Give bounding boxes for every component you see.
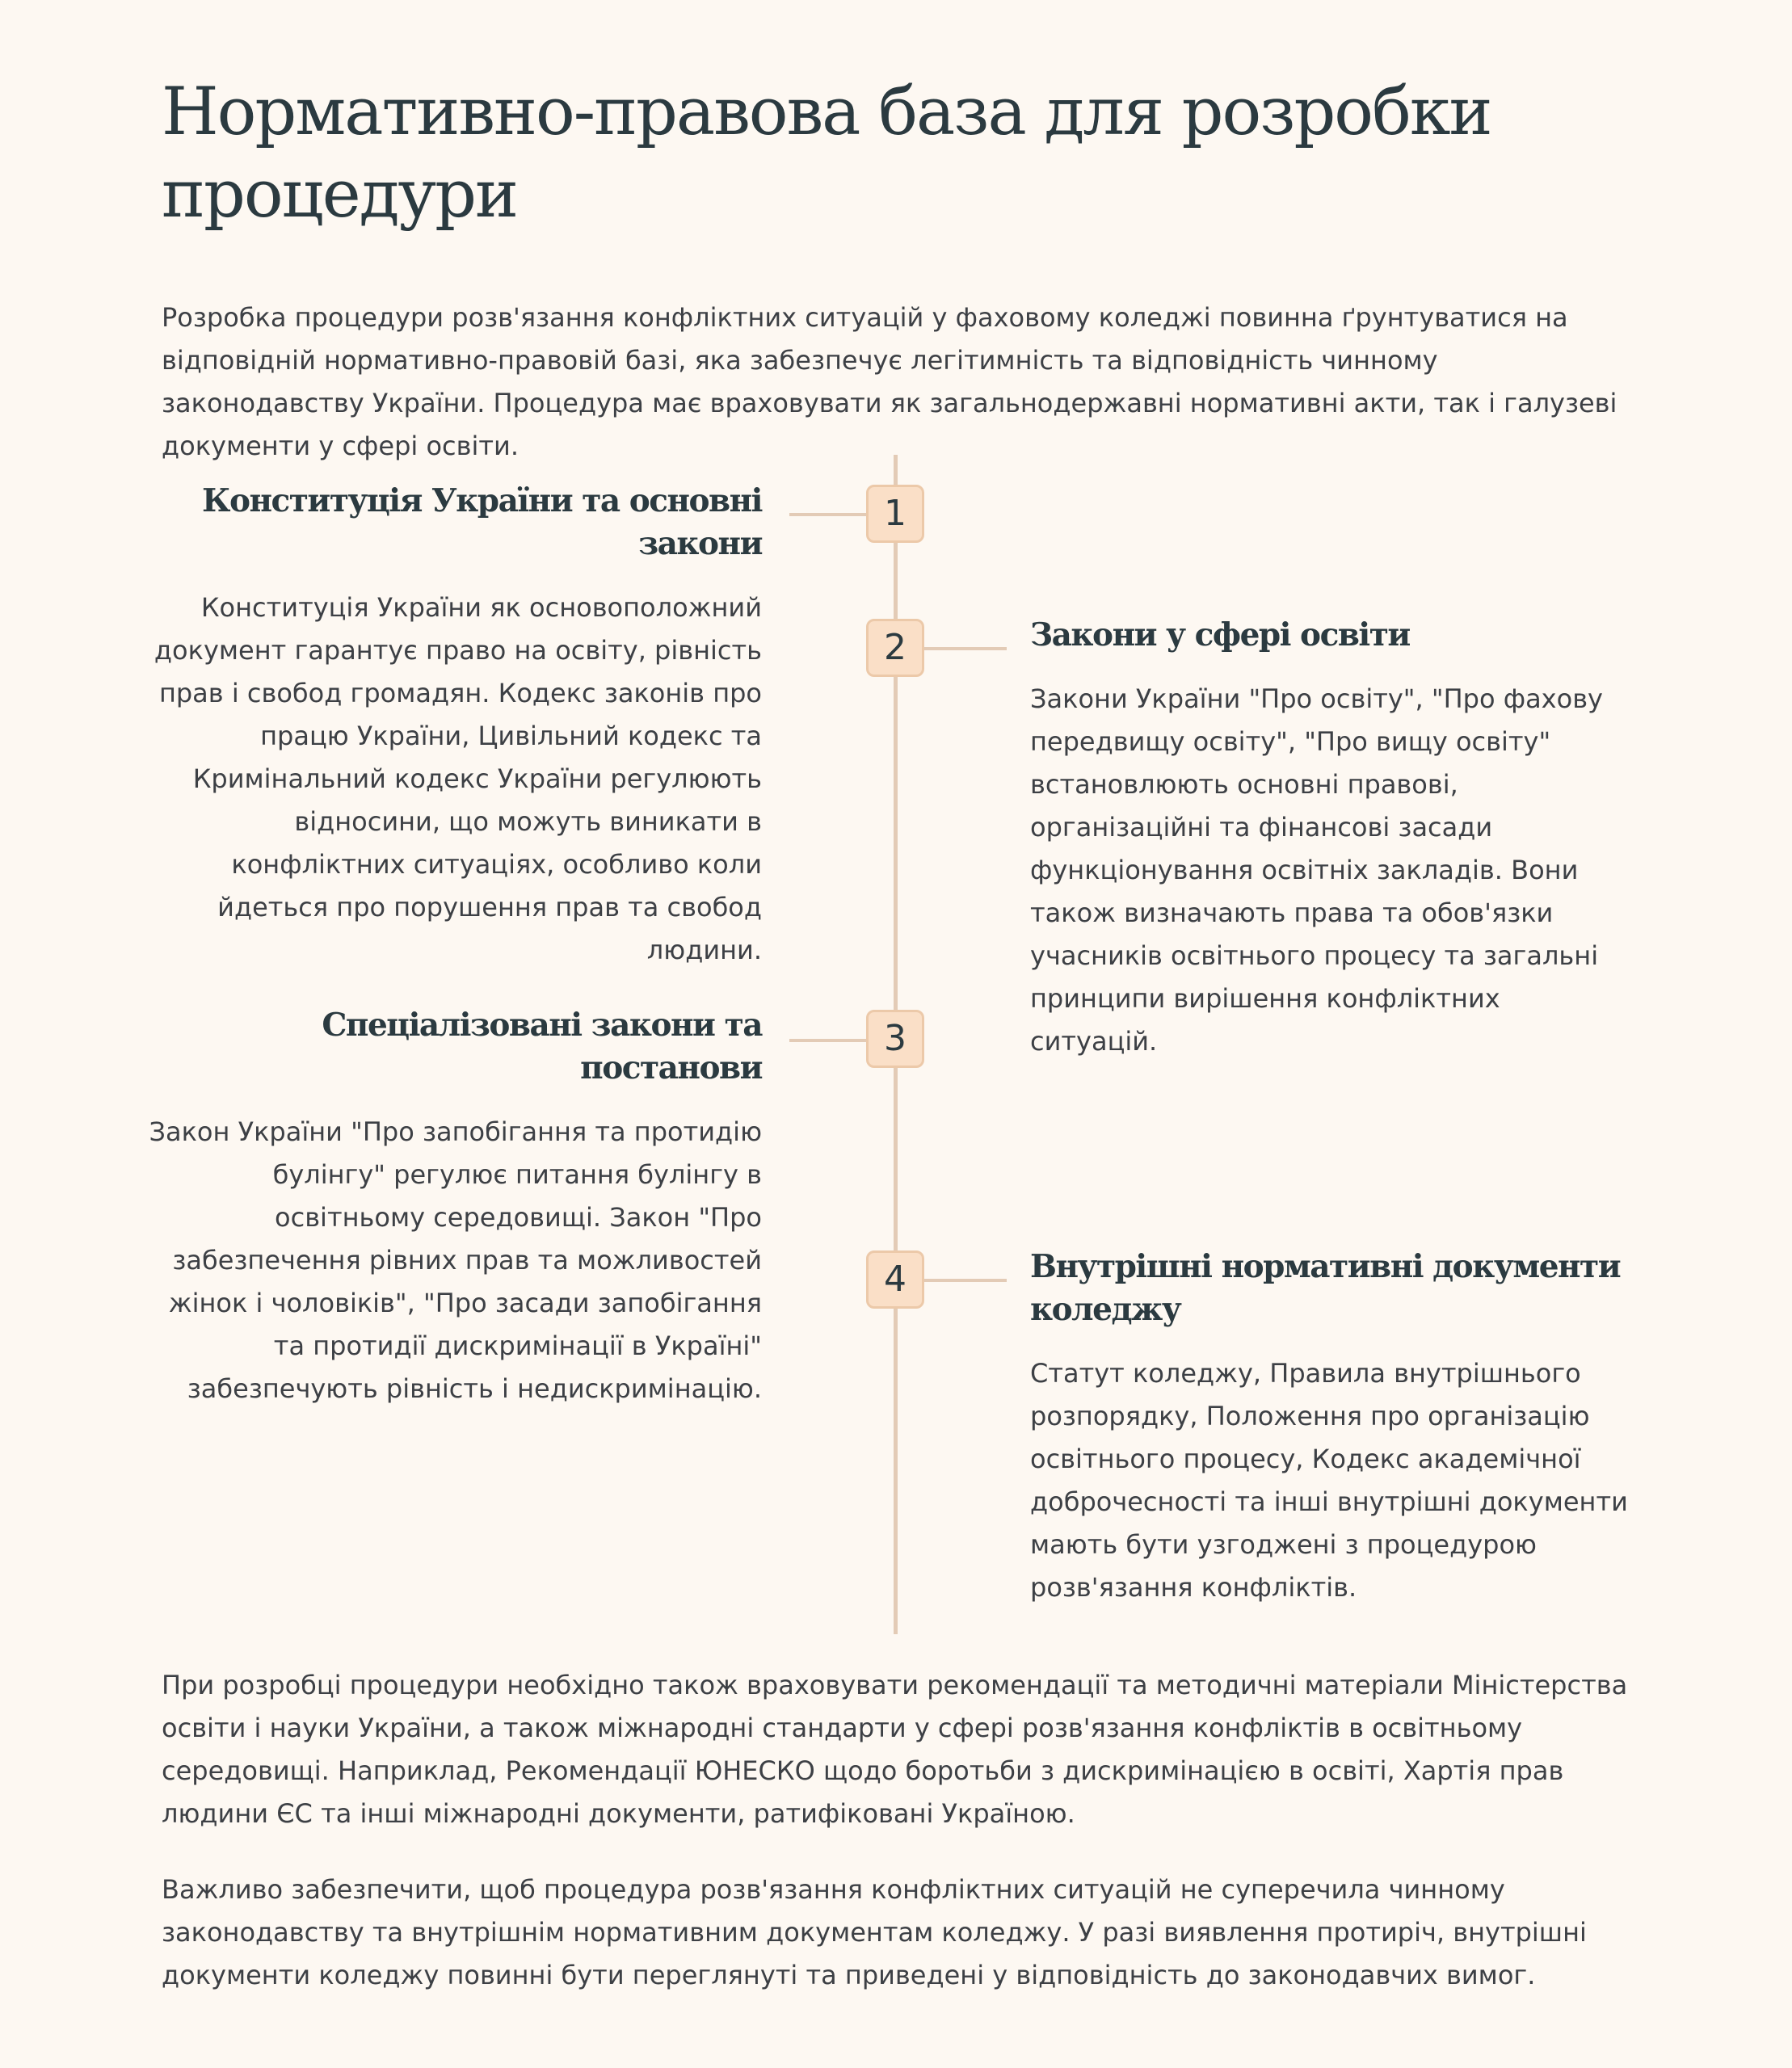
timeline-item-title: Конституція України та основні закони — [201, 482, 762, 562]
timeline-badge-4: 4 — [866, 1250, 924, 1309]
timeline-connector-4 — [923, 1279, 1007, 1282]
timeline-item-3 — [148, 1004, 762, 1410]
conclusion-paragraph-1: При розробці процедури необхідно також враховувати рекомендації та методичні матеріали Міністерства освіти і науки України, а також міжнародні стандарти у сфері розв'язання конфліктів в освітньому середовищі. Наприклад, Рекомендації ЮНЕСКО щодо боротьби з дискримінацією в освіті, Хартія прав людини ЄС та інші міжнародні документи, ратифіковані Україною. — [162, 1670, 1628, 1829]
timeline-item-text: Закон України "Про запобігання та протидію булінгу" регулює питання булінгу в освітньому середовищі. Закон "Про забезпечення рівних прав та можливостей жінок і чоловіків", "Про засади запобігання та протидії дискримінації в Україні" забезпечують рівність і недискримінацію. — [149, 1116, 762, 1404]
intro-paragraph: Розробка процедури розв'язання конфліктних ситуацій у фаховому коледжі повинна ґрунтуватися на відповідній нормативно-правовій базі, яка забезпечує легітимність та відповідність чинному законодавству України. Процедура має враховувати як загальнодержавні нормативні акти, так і галузеві документи у сфері освіти. — [162, 302, 1617, 461]
timeline-badge-2: 2 — [866, 619, 924, 677]
timeline-connector-2 — [923, 647, 1007, 650]
timeline-item-title: Внутрішні нормативні документи коледжу — [1030, 1248, 1621, 1328]
timeline-badge-1: 1 — [866, 485, 924, 543]
timeline-connector-3 — [789, 1039, 868, 1042]
timeline-item-text: Закони України "Про освіту", "Про фахову передвищу освіту", "Про вищу освіту" встановлюють основні правові, організаційні та фінансові засади функціонування освітніх закладів. Вони також визначають права та обов'язки учасників освітнього процесу та загальні принципи вирішення конфліктних ситуацій. — [1030, 683, 1603, 1057]
timeline-item-title: Закони у сфері освіти — [1030, 616, 1410, 654]
timeline-item-2 — [1030, 614, 1628, 1063]
timeline-item-text: Статут коледжу, Правила внутрішнього розпорядку, Положення про організацію освітнього процесу, Кодекс академічної доброчесності та інші внутрішні документи мають бути узгоджені з процедурою розв'язання конфліктів. — [1030, 1358, 1628, 1603]
page-title: Нормативно-правова база для розробки процедури — [162, 74, 1491, 233]
timeline-item-4 — [1030, 1246, 1628, 1609]
timeline-item-title: Спеціалізовані закони та постанови — [322, 1007, 762, 1087]
timeline-badge-3: 3 — [866, 1010, 924, 1068]
conclusion-paragraph-2: Важливо забезпечити, щоб процедура розв'язання конфліктних ситуацій не суперечила чинному законодавству та внутрішнім нормативним документам коледжу. У разі виявлення протиріч, внутрішні документи коледжу повинні бути переглянуті та приведені у відповідність до законодавчих вимог. — [162, 1874, 1587, 1990]
timeline-item-text: Конституція України як основоположний документ гарантує право на освіту, рівність прав і свобод громадян. Кодекс законів про працю України, Цивільний кодекс та Кримінальний кодекс України регулюють відносини, що можуть виникати в конфліктних ситуаціях, особливо коли йдеться про порушення прав та свобод людини. — [154, 592, 762, 965]
timeline-connector-1 — [789, 513, 868, 516]
timeline-item-1 — [148, 480, 762, 972]
